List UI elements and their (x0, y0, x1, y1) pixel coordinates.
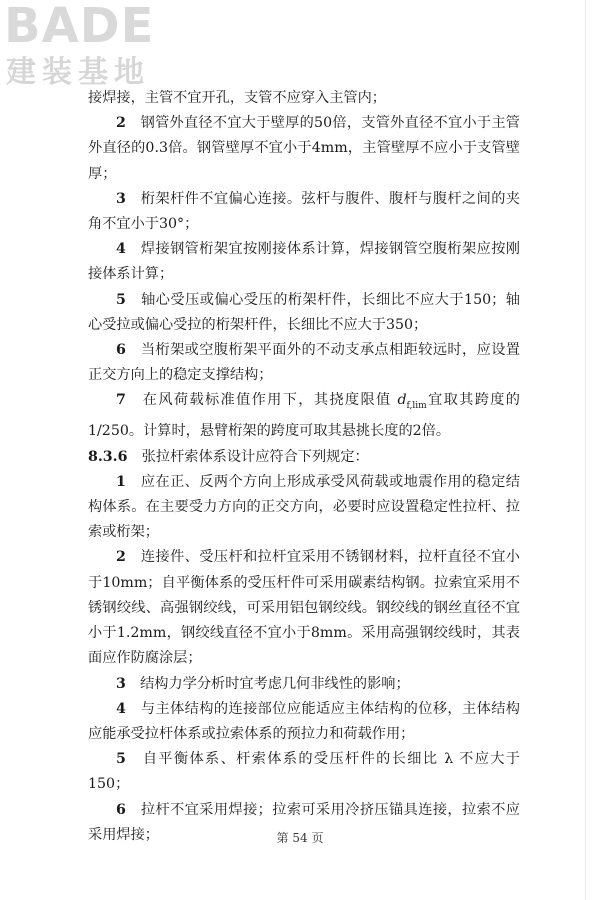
clause-number: 6 (116, 801, 126, 818)
clause-5 (88, 288, 520, 338)
clause-number: 4 (116, 700, 126, 717)
clause-4 (88, 237, 520, 287)
clause-text: 焊接钢管桁架宜按刚接体系计算，焊接钢管空腹桁架应按刚接体系计算； (88, 241, 520, 283)
deflection-subscript: f,lim (406, 401, 427, 412)
logo-cjk: 建装基地 (6, 55, 150, 90)
clause-text-before: 在风荷载标准值作用下，其挠度限值 (142, 392, 398, 409)
section-8-3-6 (88, 445, 520, 470)
clause-number: 5 (116, 291, 126, 308)
document-body (88, 86, 520, 848)
clause-text: 轴心受压或偏心受压的桁架杆件，长细比不应大于150；轴心受拉或偏心受拉的桁架杆件，长细比不应大于350； (88, 291, 520, 333)
clause-text: 桁架杆件不宜偏心连接。弦杆与腹件、腹杆与腹杆之间的夹角不宜小于30°； (88, 190, 520, 233)
page-edge (585, 0, 586, 900)
clause-6 (88, 338, 520, 388)
paragraph-continuation (88, 86, 520, 111)
clause-number: 3 (116, 190, 126, 207)
clause-4b (88, 697, 520, 747)
section-number: 8.3.6 (88, 448, 128, 465)
clause-text: 自平衡体系、杆索体系的受压杆件的长细比 λ 不应大于150； (88, 751, 520, 793)
clause-7 (88, 388, 520, 444)
bade-logo (4, 2, 174, 94)
clause-1 (88, 470, 520, 546)
clause-2b (88, 545, 520, 671)
clause-text: 连接件、受压杆和拉杆宜采用不锈钢材料，拉杆直径不宜小于10mm；自平衡体系的受压杆件可采用碳素结构钢。拉索宜采用不锈钢绞线、高强钢绞线，可采用铝包钢绞线。钢绞线的钢丝直径不宜小于1.2mm，钢绞线直径不宜小于8mm。采用高强钢绞线时，其表面应作防腐涂层； (88, 549, 520, 667)
clause-3b (88, 672, 520, 697)
page-number: 第 54 页 (276, 831, 324, 845)
clause-number: 3 (116, 675, 126, 692)
paragraph-text: 接焊接，主管不宜开孔，支管不应穿入主管内； (88, 90, 386, 106)
clause-3 (88, 187, 520, 237)
clause-number: 7 (116, 392, 126, 409)
clause-number: 2 (116, 115, 126, 132)
clause-number: 2 (116, 549, 126, 566)
clause-text: 钢管外直径不宜大于壁厚的50倍，支管外直径不宜小于主管外直径的0.3倍。钢管壁厚不宜小于4mm，主管壁厚不应小于支管壁厚； (88, 115, 520, 182)
clause-text: 当桁架或空腹桁架平面外的不动支承点相距较远时，应设置正交方向上的稳定支撑结构； (88, 342, 520, 384)
clause-text: 拉杆不宜采用焊接；拉索可采用冷挤压锚具连接，拉索不应采用焊接； (88, 801, 520, 843)
clause-2 (88, 111, 520, 187)
clause-text: 应在正、反两个方向上形成承受风荷载或地震作用的稳定结构体系。在主要受力方向的正交方向，必要时应设置稳定性拉杆、拉索或桁架； (88, 473, 520, 541)
clause-text-after: 宜取其跨度的1/250。计算时，悬臂桁架的跨度可取其悬挑长度的2倍。 (88, 392, 520, 440)
clause-5b (88, 747, 520, 797)
deflection-symbol: d (397, 392, 407, 409)
clause-number: 1 (116, 473, 126, 490)
clause-text: 结构力学分析时宜考虑几何非线性的影响； (140, 675, 410, 692)
clause-number: 4 (116, 241, 126, 258)
logo-latin: BADE (4, 0, 155, 54)
clause-text: 与主体结构的连接部位应能适应主体结构的位移，主体结构应能承受拉杆体系或拉索体系的预拉力和荷载作用； (88, 700, 520, 742)
clause-number: 5 (116, 751, 126, 768)
clause-number: 6 (116, 342, 126, 359)
section-text: 张拉杆索体系设计应符合下列规定： (141, 448, 369, 465)
